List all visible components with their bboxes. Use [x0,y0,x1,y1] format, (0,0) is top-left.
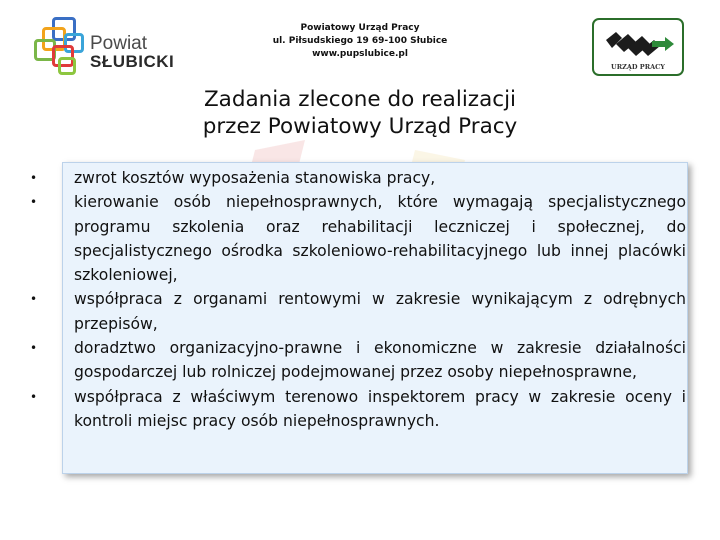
title-line-2: przez Powiatowy Urząd Pracy [202,114,518,139]
task-list [10,166,686,433]
list-item-text: współpraca z organami rentowymi w zakresie wynikającym z odrębnych przepisów, [74,290,686,333]
urzad-pracy-emblem-icon [602,26,676,60]
institution-name: Powiatowy Urząd Pracy [300,23,420,33]
logo-square-lightgreen [58,57,76,75]
institution-address: ul. Piłsudskiego 19 69-100 Słubice [272,36,448,46]
title-line-1: Zadania zlecone do realizacji [203,87,517,112]
urzad-pracy-logo [592,18,684,76]
list-item [10,336,686,385]
bullet-icon: • [30,341,38,356]
list-item [10,166,686,190]
bullet-icon: • [30,389,38,404]
list-item-text: zwrot kosztów wyposażenia stanowiska pracy, [74,169,436,187]
list-item [10,190,686,287]
list-item [10,287,686,336]
urzad-pracy-caption: URZĄD PRACY [611,63,665,71]
list-item-text: współpraca z właściwym terenowo inspektorem pracy w zakresie oceny i kontroli miejsc pracy osób niepełnosprawnych. [74,387,686,430]
powiat-slubicki-logo [30,15,175,85]
list-item [10,385,686,434]
page-title [120,86,600,140]
logo-text-slubicki: SŁUBICKI [90,52,175,71]
bullet-icon: • [30,195,38,210]
institution-header [250,22,470,61]
logo-text-powiat: Powiat [90,33,148,54]
bullet-icon: • [30,292,38,307]
institution-website: www.pupslubice.pl [312,49,408,59]
bullet-icon: • [30,171,38,185]
list-item-text: kierowanie osób niepełnosprawnych, które wymagają specjalistycznego programu szkolenia oraz rehabilitacji leczniczej i społecznej, do specjalistycznego ośrodka szkoleniowo-rehabilitacyjnego lub innej placówki szkoleniowej, [74,193,686,285]
list-item-text: doradztwo organizacyjno-prawne i ekonomiczne w zakresie działalności gospodarczej lub rolniczej podejmowanej przez osoby niepełnosprawne, [74,339,686,382]
